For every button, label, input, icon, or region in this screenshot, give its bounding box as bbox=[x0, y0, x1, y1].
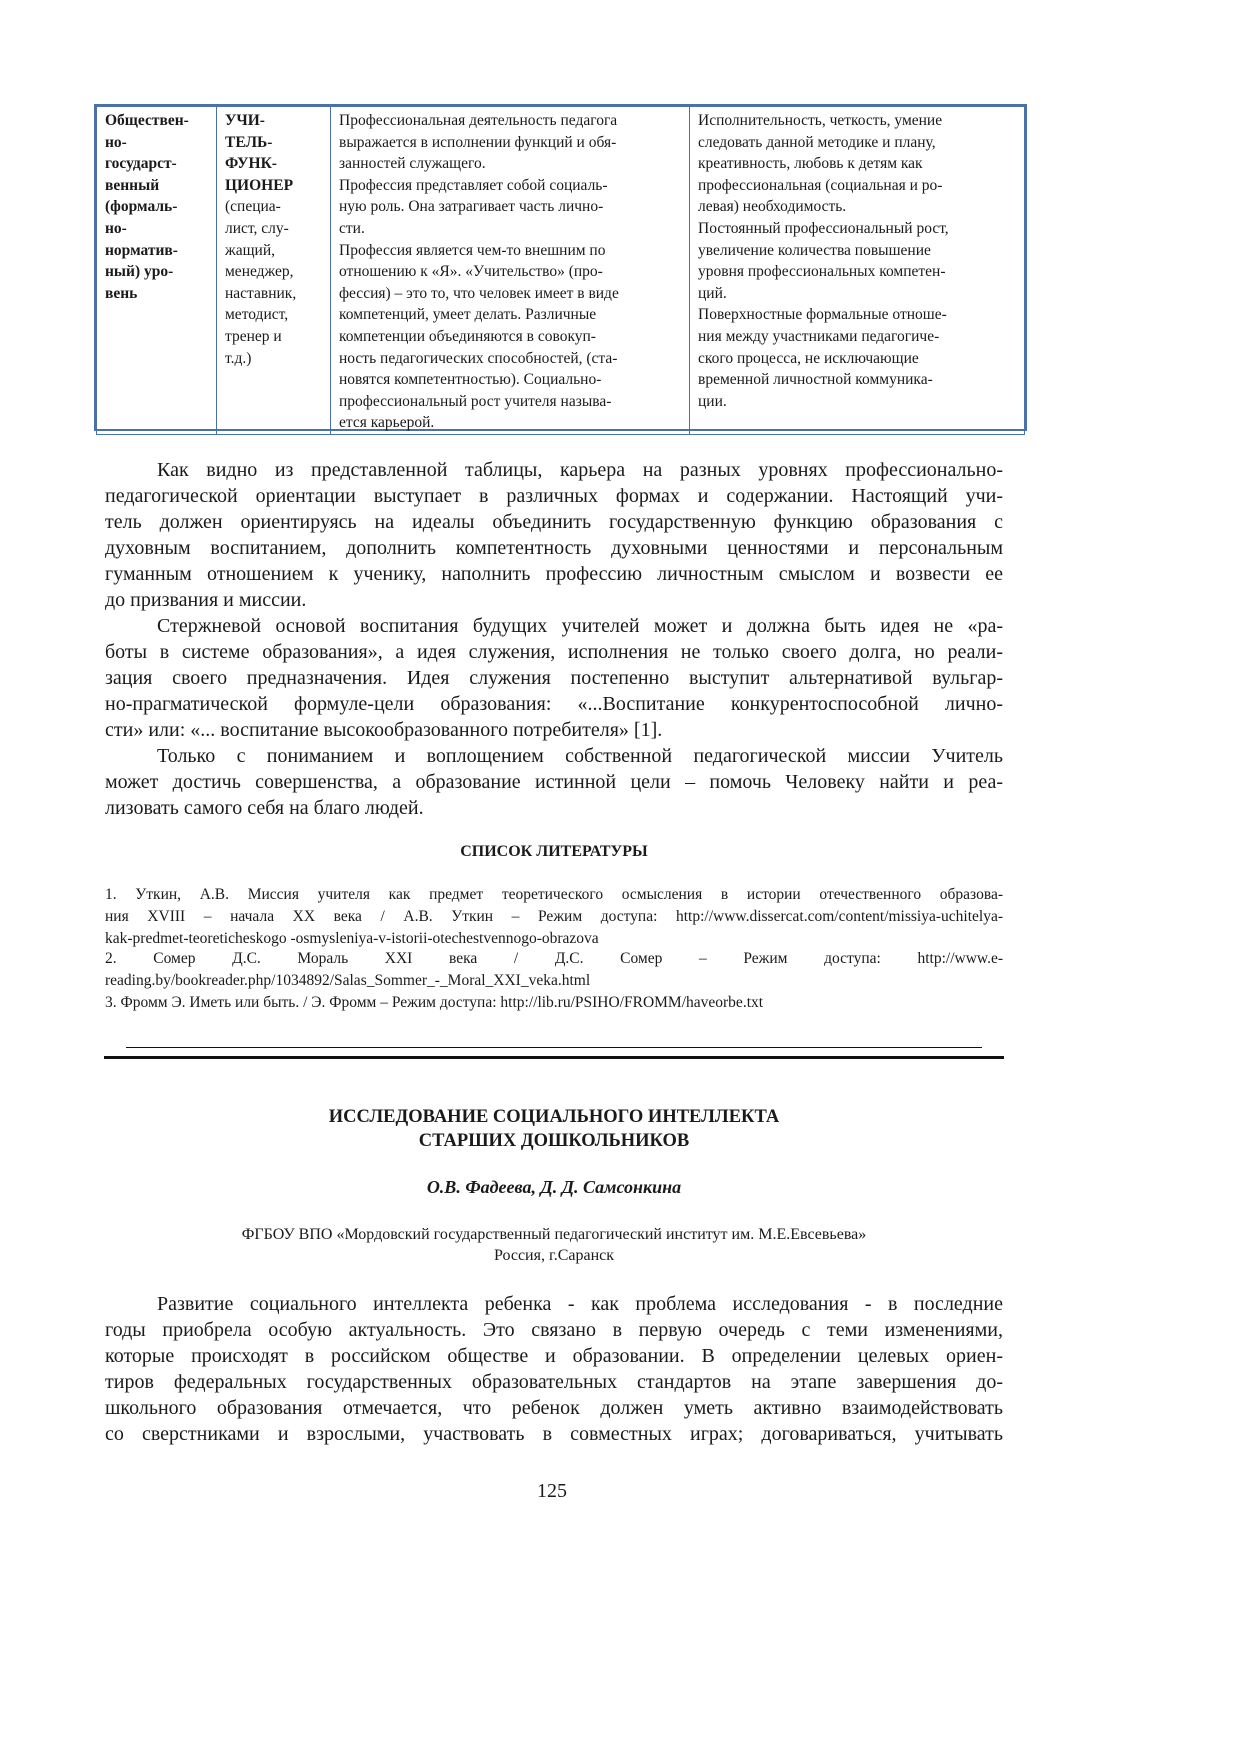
text-line: боты в системе образования», а идея служения, исполнения не только своего долга, но реали- bbox=[105, 641, 1003, 663]
text-line: лизовать самого себя на благо людей. bbox=[105, 797, 424, 819]
qualities-cell: Исполнительность, четкость, умение следовать данной методике и плану, креативность, любовь к детям как профессиональная (социальная и ро- левая) необходимость. Постоянный профессиональный рост, увеличение количества повышение уровня профессиональных компетен- ций. Поверхностные формальные отноше- ния между участниками педагогиче- ского процесса, не исключающие временной личностной коммуника- ции. bbox=[690, 107, 1025, 435]
article-location: Россия, г.Саранск bbox=[493, 1247, 615, 1264]
text-line: сти» или: «... воспитание высокообразованного потребителя» [1]. bbox=[105, 719, 663, 741]
text-line: но-прагматической формуле-цели образования: «...Воспитание конкурентоспособной лично- bbox=[105, 693, 1003, 715]
reference-line: reading.by/bookreader.php/1034892/Salas_Sommer_-_Moral_XXI_veka.html bbox=[105, 972, 591, 989]
text-line: со сверстниками и взрослыми, участвовать в совместных играх; договариваться, учитывать bbox=[105, 1423, 1003, 1445]
reference-item-2 bbox=[105, 948, 1003, 992]
career-levels-table bbox=[94, 104, 1027, 431]
text-line: педагогической ориентации выступает в различных формах и содержании. Настоящий учи- bbox=[105, 485, 1003, 507]
text-line: тель должен ориентируясь на идеалы объединить государственную функцию образования с bbox=[105, 511, 1003, 533]
article-authors: О.В. Фадеева, Д. Д. Самсонкина bbox=[426, 1177, 682, 1197]
reference-line: ния XVIII – начала XX века / А.В. Уткин – Режим доступа: http://www.dissercat.com/content/missiya-uchitelya- bbox=[105, 908, 1003, 925]
role-cell bbox=[217, 107, 331, 435]
article-intro-paragraph bbox=[105, 1291, 1003, 1447]
article-title-line: ИССЛЕДОВАНИЕ СОЦИАЛЬНОГО ИНТЕЛЛЕКТА bbox=[328, 1107, 780, 1127]
article-title-line: СТАРШИХ ДОШКОЛЬНИКОВ bbox=[418, 1131, 690, 1151]
references-heading: СПИСОК ЛИТЕРАТУРЫ bbox=[460, 843, 648, 860]
page-number: 125 bbox=[537, 1480, 567, 1502]
paragraph-conclusion bbox=[105, 457, 1003, 613]
text-line: которые происходят в российском обществе и образовании. В определении целевых ориен- bbox=[105, 1345, 1003, 1367]
text-line: Только с пониманием и воплощением собственной педагогической миссии Учитель bbox=[157, 745, 1003, 767]
career-table-body bbox=[96, 106, 1025, 435]
article-affiliation: ФГБОУ ВПО «Мордовский государственный педагогический институт им. М.Е.Евсевьева» bbox=[241, 1226, 867, 1243]
text-line: может достичь совершенства, а образование истинной цели – помочь Человеку найти и реа- bbox=[105, 771, 1003, 793]
divider-thin bbox=[126, 1047, 982, 1048]
paragraph-service-idea bbox=[105, 613, 1003, 743]
reference-line: 3. Фромм Э. Иметь или быть. / Э. Фромм – Режим доступа: http://lib.ru/PSIHO/FROMM/haveorbe.txt bbox=[105, 994, 764, 1011]
text-line: зация своего предназначения. Идея служения постепенно выступит альтернативой вульгар- bbox=[105, 667, 1003, 689]
divider-thick bbox=[104, 1056, 1004, 1059]
text-line: Развитие социального интеллекта ребенка - как проблема исследования - в последние bbox=[157, 1293, 1003, 1315]
reference-item-1 bbox=[105, 884, 1003, 950]
table-row bbox=[97, 107, 1025, 435]
level-cell: Обществен- но- государст- венный (формаль- но- норматив- ный) уро- вень bbox=[97, 107, 217, 435]
text-line: Как видно из представленной таблицы, карьера на разных уровнях профессионально- bbox=[157, 459, 1003, 481]
role-title: УЧИ- ТЕЛЬ- ФУНК- ЦИОНЕР bbox=[225, 112, 294, 194]
text-line: до призвания и миссии. bbox=[105, 589, 307, 611]
text-line: тиров федеральных государственных образовательных стандартов на этапе завершения до- bbox=[105, 1371, 1003, 1393]
article-title bbox=[105, 1105, 1003, 1153]
reference-line: kak-predmet-teoreticheskogo -osmysleniya-v-istorii-otechestvennogo-obrazova bbox=[105, 930, 599, 947]
role-list: (специа- лист, слу- жащий, менеджер, наставник, методист, тренер и т.д.) bbox=[225, 198, 297, 367]
text-line: духовным воспитанием, дополнить компетентность духовными ценностями и персональным bbox=[105, 537, 1003, 559]
reference-line: 2. Сомер Д.С. Мораль XXI века / Д.С. Сомер – Режим доступа: http://www.e- bbox=[105, 950, 1003, 967]
paragraph-mission bbox=[105, 743, 1003, 821]
reference-item-3 bbox=[105, 992, 1003, 1014]
text-line: Стержневой основой воспитания будущих учителей может и должна быть идея не «ра- bbox=[157, 615, 1003, 637]
text-line: годы приобрела особую актуальность. Это связано в первую очередь с теми изменениями, bbox=[105, 1319, 1003, 1341]
description-cell: Профессиональная деятельность педагога выражается в исполнении функций и обя- занностей служащего. Профессия представляет собой социаль- ную роль. Она затрагивает часть лично- сти. Профессия является чем-то внешним по отношению к «Я». «Учительство» (про- фессия) – это то, что человек имеет в виде компетенций, умеет делать. Различные компетенции объединяются в совокуп- ность педагогических способностей, (ста- новятся компетентностью). Социально- профессиональный рост учителя называ- ется карьерой. bbox=[331, 107, 690, 435]
text-line: школьного образования отмечается, что ребенок должен уметь активно взаимодействовать bbox=[105, 1397, 1003, 1419]
text-line: гуманным отношением к ученику, наполнить профессию личностным смыслом и возвести ее bbox=[105, 563, 1003, 585]
reference-line: 1. Уткин, А.В. Миссия учителя как предмет теоретического осмысления в истории отечественного образова- bbox=[105, 886, 1003, 903]
